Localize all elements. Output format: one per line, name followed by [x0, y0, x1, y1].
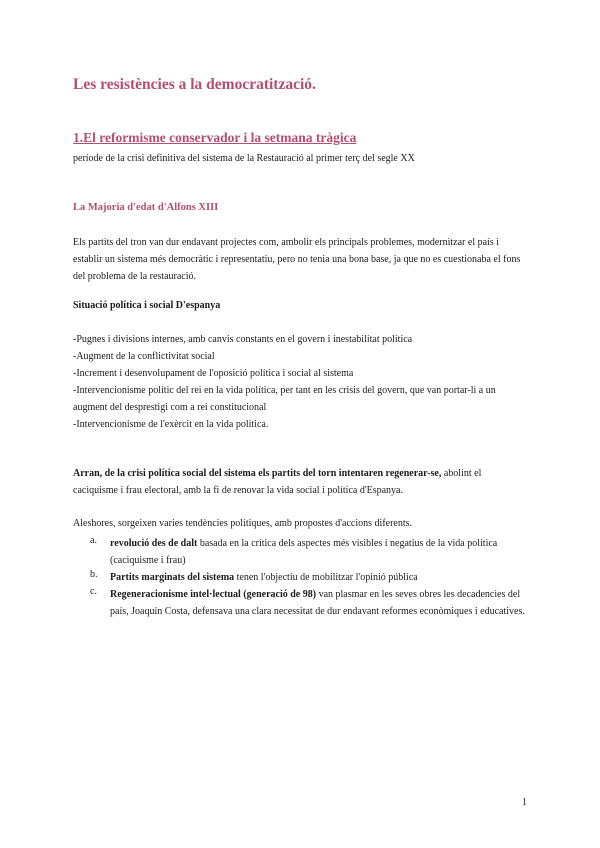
situacio-item: augment del desprestigi com a rei constitucional — [73, 402, 267, 413]
section-heading: 1.El reformisme conservador i la setmana tràgica — [73, 130, 357, 145]
arran-paragraph — [73, 465, 528, 499]
list-marker: c. — [90, 586, 97, 597]
list-item-text: van plasmar en les seves obres les decadencies del país, Joaquín Costa, defensava una clara necessitat de dur endavant reformes econòmiques i educatives. — [110, 589, 525, 617]
situacio-item: -Intervencionisme de l'exèrcit en la vida política. — [73, 419, 269, 430]
document-title: Les resistències a la democratització. — [73, 76, 316, 93]
aleshores-intro: Aleshores, sorgeixen varies tendències polítiques, amb propostes d'accions diferents. — [73, 518, 413, 529]
list-marker: b. — [90, 569, 98, 580]
situacio-item: -Increment i desenvolupament de l'oposició política i social al sistema — [73, 368, 354, 379]
arran-bold: Arran, de la crisi política social del sistema els partits del torn intentaren regenerar-se, — [73, 468, 442, 479]
list-item — [110, 586, 530, 620]
situacio-item: -Augment de la conflictivitat social — [73, 351, 215, 362]
list-item — [110, 569, 530, 586]
intro-paragraph: Els partits del tron van dur endavant projectes com, ambolir els principals problemes, modernitzar el país i establir un sistema més democràtic i representatiu, pero no tenia una bona base, ja que no es cuestionaba el fons del problema de la restauració. — [73, 237, 521, 282]
list-item-text: tenen l'objectiu de mobilitzar l'opinió pública — [234, 572, 418, 583]
list-item-bold: Regeneracionisme intel·lectual (generació de 98) — [110, 589, 317, 600]
list-item-bold: revolució des de dalt — [110, 538, 198, 549]
list-marker: a. — [90, 535, 97, 546]
situacio-item: -Pugnes i divisions internes, amb canvis constants en el govern i inestabilitat política — [73, 334, 413, 345]
arran-rest: abolint el caciquisme i frau electoral, amb la fi de renovar la vida social i política d'Espanya. — [73, 468, 482, 496]
page-number: 1 — [522, 797, 527, 808]
list-item-text: basada en la crítica dels aspectes més visibles i negatius de la vida política (caciquisme i frau) — [110, 538, 498, 566]
section-subtitle: període de la crisi definitiva del sistema de la Restauració al primer terç del segle XX — [73, 153, 415, 164]
subsection-heading: La Majoria d'edat d'Alfons XIII — [73, 202, 219, 213]
situacio-heading: Situació política i social D'espanya — [73, 300, 221, 311]
list-item — [110, 535, 530, 569]
situacio-item: -Intervencionisme polític del rei en la vida política, per tant en les crisis del govern, que van portar-li a un — [73, 385, 496, 396]
list-item-bold: Partits marginats del sistema — [110, 572, 235, 583]
